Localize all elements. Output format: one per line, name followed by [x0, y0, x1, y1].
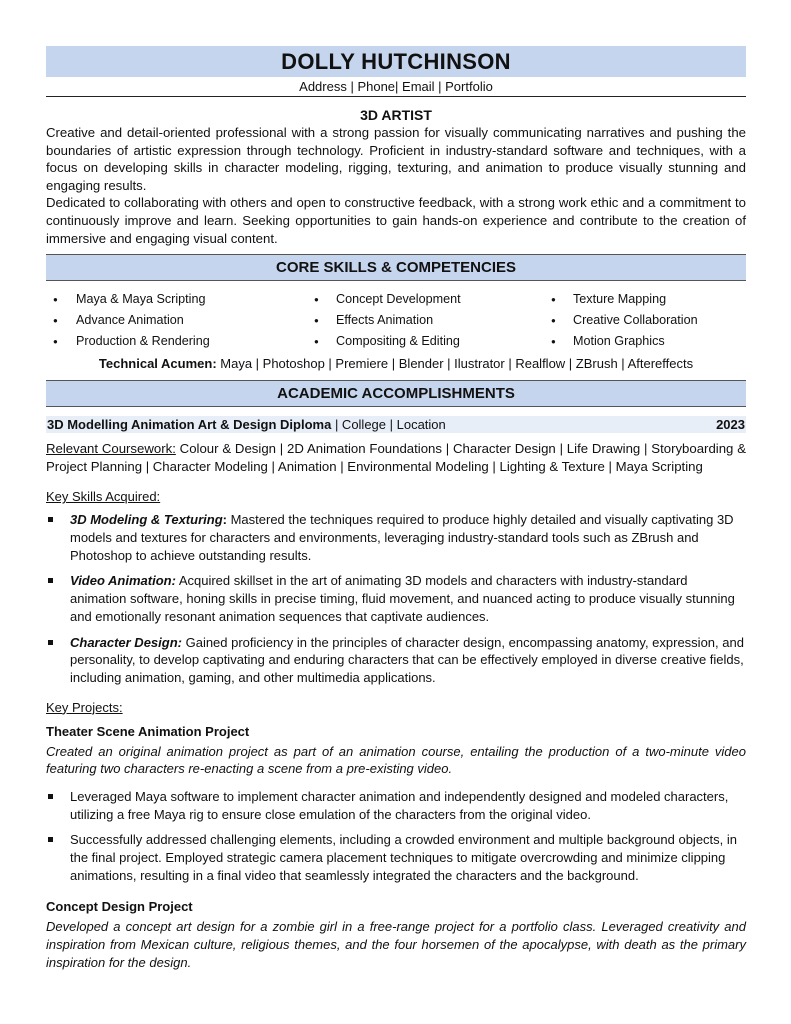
technical-acumen-label: Technical Acumen:: [98, 356, 217, 372]
skill-item: ● Maya & Maya Scripting: [46, 289, 310, 310]
candidate-name: DOLLY HUTCHINSON: [46, 46, 746, 77]
resume-page: [46, 46, 746, 971]
summary-paragraph-2: Dedicated to collaborating with others and open to constructive feedback, with a strong work ethic and a commitment to continuously improve and learn. Seeking opportunities to gain hands-on experience and contribute to the creation of immersive and engaging visual content.: [46, 195, 746, 246]
key-skill-text: Mastered the techniques required to produce highly detailed and visually captivating 3D models and textures for characters and environments, leveraging industry-standard tools such as ZBrush and Photoshop to achieve outstanding results.: [70, 512, 734, 563]
coursework-list: Colour & Design | 2D Animation Foundations | Character Design | Life Drawing | Storyboarding & Project Planning | Character Modeling | Animation | Environmental Modeling | Lighting & Texture | Maya Scripting: [46, 441, 746, 474]
key-skills-list: [46, 511, 746, 686]
skill-item: ● Effects Animation: [310, 310, 549, 331]
key-skill-text: Acquired skillset in the art of animating 3D models and characters with industry-standard animation software, honing skills in precise timing, fluid movement, and nuanced acting to produce visually stunning and emotionally resonant animation sequences that captivate audiences.: [70, 573, 735, 624]
section-heading-skills: CORE SKILLS & COMPETENCIES: [46, 254, 746, 281]
technical-acumen: [46, 355, 746, 373]
skill-item: ● Advance Animation: [46, 310, 310, 331]
coursework-label: Relevant Coursework:: [46, 441, 176, 457]
project-description: Created an original animation project as part of an animation course, entailing the production of a two-minute video featuring two characters re-enacting a scene from a pre-existing video.: [46, 743, 746, 777]
key-skill-title: 3D Modeling & Texturing: [70, 512, 223, 528]
degree-info: [47, 416, 446, 433]
skill-item: ● Concept Development: [310, 289, 549, 310]
key-skill-title: Video Animation:: [70, 573, 176, 589]
skills-column-2: [310, 289, 549, 352]
key-skill-title: Character Design:: [70, 634, 182, 650]
key-skill-colon: :: [222, 512, 227, 528]
skills-column-3: [549, 289, 746, 352]
skills-grid: [46, 289, 746, 352]
header-divider: [46, 96, 746, 97]
key-skills-label: Key Skills Acquired:: [46, 489, 161, 505]
project-bullet: Leveraged Maya software to implement character animation and independently designed and modeled characters, utilizing a free Maya rig to ensure close emulation of the characters from the original video.: [46, 788, 746, 823]
section-heading-academic: ACADEMIC ACCOMPLISHMENTS: [46, 380, 746, 407]
skill-item: ● Creative Collaboration: [549, 310, 746, 331]
skill-item: ● Compositing & Editing: [310, 331, 549, 352]
project-title: Concept Design Project: [46, 899, 193, 915]
skills-column-1: [46, 289, 310, 352]
graduation-year: 2023: [716, 417, 745, 433]
key-skill-item: [46, 634, 746, 687]
degree-row: [46, 416, 746, 433]
skill-item: ● Texture Mapping: [549, 289, 746, 310]
key-skill-item: [46, 572, 746, 625]
skill-item: ● Production & Rendering: [46, 331, 310, 352]
project-bullets: [46, 788, 746, 885]
key-skill-item: [46, 511, 746, 564]
key-projects-label: Key Projects:: [46, 699, 123, 715]
project-bullet: Successfully addressed challenging elements, including a crowded environment and multiple background objects, in the final project. Employed strategic camera placement techniques to mitigate overcrowding and minimize clipping animations, resulting in a final video that seamlessly integrated the characters and the background.: [46, 831, 746, 884]
technical-acumen-list: Maya | Photoshop | Premiere | Blender | Ilustrator | Realflow | ZBrush | Aftereffects: [216, 356, 694, 372]
skill-item: ● Motion Graphics: [549, 331, 746, 352]
job-title: 3D ARTIST: [360, 107, 432, 123]
degree-name: 3D Modelling Animation Art & Design Diploma: [47, 417, 332, 433]
key-skill-text: Gained proficiency in the principles of character design, encompassing anatomy, expression, and personality, to develop captivating and enduring characters that can be effectively employed in diverse creative fields, including animation, gaming, and other multimedia applications.: [70, 634, 744, 685]
coursework: [46, 440, 746, 475]
project-title: Theater Scene Animation Project: [46, 723, 250, 739]
project-description: Developed a concept art design for a zombie girl in a free-range project for a portfolio class. Leveraged creativity and inspiration from Mexican culture, religious themes, and the four horsemen of the apocalypse, with death as the primary inspiration for the design.: [46, 919, 746, 970]
summary-paragraph-1: Creative and detail-oriented professional with a strong passion for visually communicating narratives and pushing the boundaries of artistic expression through technology. Proficient in industry-standard software and techniques, with a focus on developing skills in character modeling, rigging, texturing, and animation to produce visually stunning and engaging results.: [46, 125, 746, 193]
contact-line: Address | Phone| Email | Portfolio: [299, 79, 493, 94]
school-location: | College | Location: [331, 417, 446, 433]
